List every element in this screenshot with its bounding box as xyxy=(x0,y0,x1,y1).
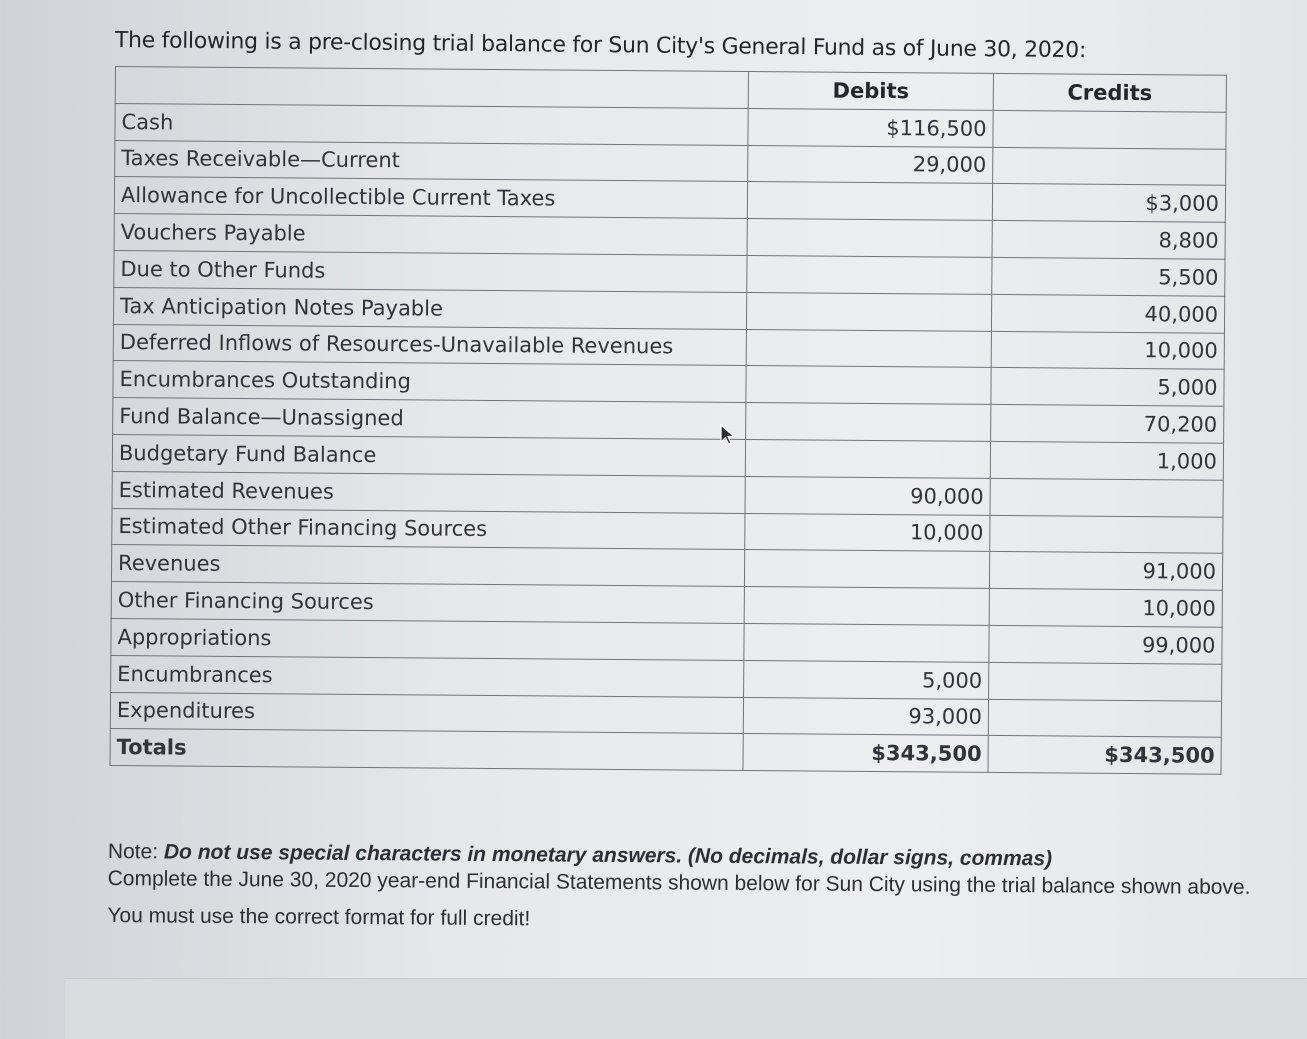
credit-cell xyxy=(993,147,1226,186)
note-emphasis: Do not use special characters in monetary answers. (No decimals, dollar signs, commas) xyxy=(163,840,1053,871)
credit-cell xyxy=(990,478,1223,517)
credit-cell xyxy=(988,699,1221,738)
format-warning: You must use the correct format for full credit! xyxy=(107,903,531,931)
account-name-cell: Tax Anticipation Notes Payable xyxy=(113,287,746,329)
debit-cell: 90,000 xyxy=(745,476,990,515)
debit-cell xyxy=(747,182,992,221)
header-account-cell xyxy=(115,67,748,109)
trial-balance-table-wrapper xyxy=(110,66,1227,775)
credit-cell xyxy=(990,515,1223,554)
debit-cell xyxy=(746,292,991,331)
totals-row xyxy=(110,729,1221,775)
debit-cell xyxy=(745,439,990,478)
account-name-cell: Estimated Other Financing Sources xyxy=(112,508,745,550)
debit-cell xyxy=(747,219,992,258)
credit-cell: 91,000 xyxy=(989,552,1222,591)
credit-cell: $343,500 xyxy=(988,736,1221,775)
debit-cell: 29,000 xyxy=(748,145,993,184)
account-name-cell: Appropriations xyxy=(111,618,744,660)
note-label: Note: xyxy=(107,839,159,864)
debit-cell xyxy=(744,587,989,626)
credit-cell: 10,000 xyxy=(991,331,1224,370)
instruction-text: Complete the June 30, 2020 year-end Financial Statements shown below for Sun City using the trial balance shown above. xyxy=(107,866,1251,899)
credit-cell: 5,500 xyxy=(992,257,1225,296)
trial-balance-table xyxy=(110,66,1227,775)
debit-cell xyxy=(744,623,989,662)
credit-cell: 99,000 xyxy=(989,625,1222,664)
account-name-cell: Expenditures xyxy=(110,692,743,734)
debit-cell xyxy=(744,550,989,589)
page-title: The following is a pre-closing trial balance for Sun City's General Fund as of June 30, 2020: xyxy=(114,28,1087,64)
account-name-cell: Budgetary Fund Balance xyxy=(112,434,745,476)
credit-cell: 5,000 xyxy=(991,368,1224,407)
credit-cell xyxy=(993,110,1226,149)
account-name-cell: Totals xyxy=(110,729,743,771)
account-name-cell: Deferred Inflows of Resources-Unavailable Revenues xyxy=(113,324,746,366)
debit-cell xyxy=(747,255,992,294)
debit-cell: $116,500 xyxy=(748,108,993,147)
account-name-cell: Taxes Receivable—Current xyxy=(115,140,748,182)
debit-cell xyxy=(746,329,991,368)
debit-cell: 10,000 xyxy=(745,513,990,552)
debit-cell xyxy=(746,366,991,405)
answer-panel-edge xyxy=(65,978,1307,1039)
account-name-cell: Allowance for Uncollectible Current Taxes xyxy=(114,177,747,219)
credit-cell: 1,000 xyxy=(990,441,1223,480)
account-name-cell: Estimated Revenues xyxy=(112,471,745,513)
credit-cell: $3,000 xyxy=(992,184,1225,223)
account-name-cell: Other Financing Sources xyxy=(111,582,744,624)
account-name-cell: Fund Balance—Unassigned xyxy=(113,398,746,440)
credit-cell: 10,000 xyxy=(989,589,1222,628)
credit-cell: 70,200 xyxy=(991,405,1224,444)
mouse-pointer-icon xyxy=(719,423,739,447)
credit-cell: 8,800 xyxy=(992,221,1225,260)
credit-cell: 40,000 xyxy=(991,294,1224,333)
instructions-block xyxy=(107,838,1307,938)
header-debits: Debits xyxy=(748,71,993,110)
debit-cell xyxy=(746,403,991,442)
account-name-cell: Cash xyxy=(115,103,748,145)
credit-cell xyxy=(989,662,1222,701)
account-name-cell: Encumbrances xyxy=(111,655,744,697)
debit-cell: 5,000 xyxy=(744,660,989,699)
account-name-cell: Encumbrances Outstanding xyxy=(113,361,746,403)
debit-cell: $343,500 xyxy=(743,734,988,773)
account-name-cell: Vouchers Payable xyxy=(114,214,747,256)
debit-cell: 93,000 xyxy=(743,697,988,736)
account-name-cell: Revenues xyxy=(111,545,744,587)
account-name-cell: Due to Other Funds xyxy=(114,250,747,292)
header-credits: Credits xyxy=(993,73,1226,112)
